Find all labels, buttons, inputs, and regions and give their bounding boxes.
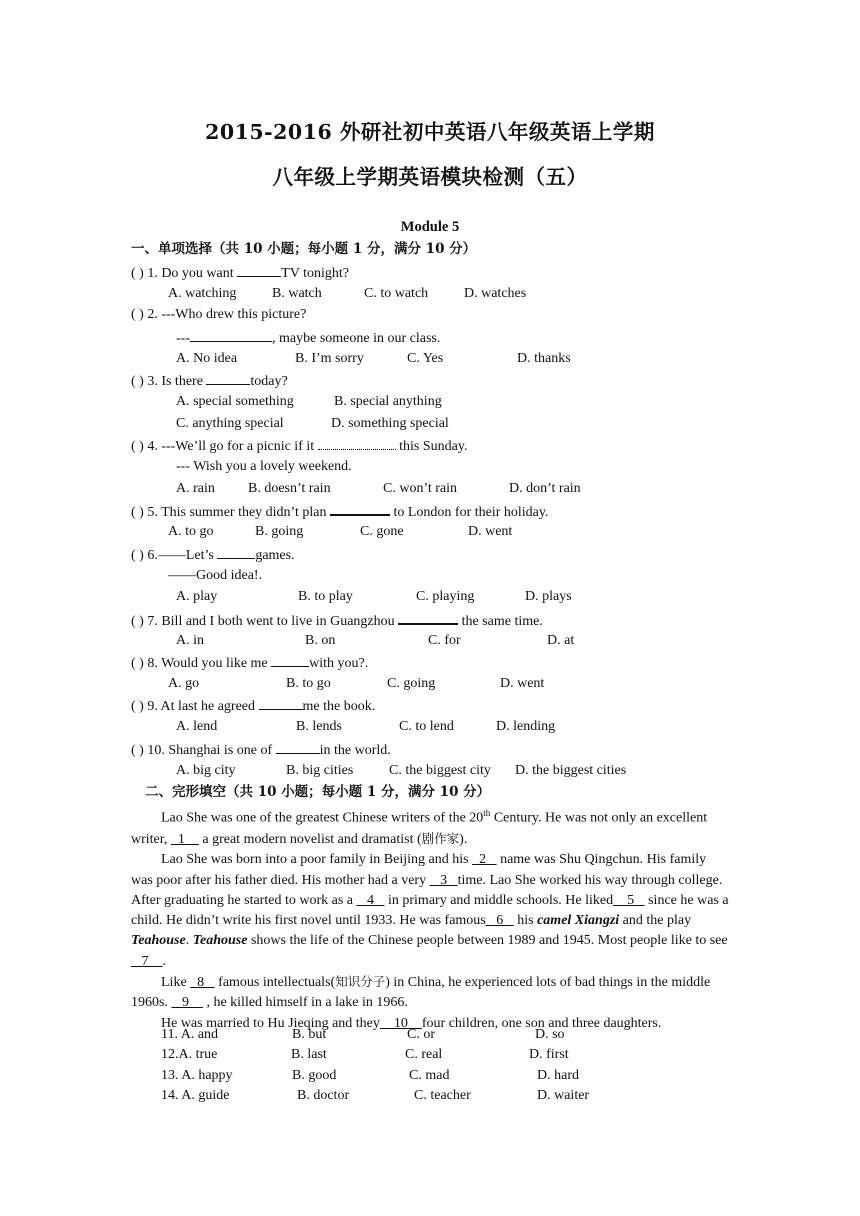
exam-page: 2015-2016 外研社初中英语八年级英语上学期 八年级上学期英语模块检测（五） Module 5 一、单项选择（共 10 小题；每小题 1 分，满分 10 分） ( ) 1. Do you want TV tonight? A. watching B. watch C. to watch D. watches ( ) 2. ---Who drew this picture? --- , maybe someone in our class. A. No idea B. I’m sorry C. Yes D. thanks ( ) 3. Is there today? A. special something B. special anything C. anything special D. something special ( ) 4. ---We’ll go for a picnic if it this Sunday. --- Wish you a lovely weekend. A. rain B. doesn’t rain C. won’t rain D. don’t rain ( ) 5. This summer they didn’t plan to London for their holiday. A. to go B. going C. gone D. went ( ) 6.——Let’s games. ——Good idea!. A. play B. to play C. playing D. plays ( ) 7. Bill and I both went to live in Guangzhou the same time. A. in B. on C. for D. at ( ) 8. Would you like me with you?. A. go B. to go C. going D. went ( ) 9. At last he agreed me the book. A. lend B. lends C. to lend D. lending ( ) 10. Shanghai is one of in the world. A. big city B. big cities C. the biggest city D. the biggest cities 二、完形填空（共 10 小题；每小题 1 分，满分 10 分） Lao She was one of the greatest Chinese writers of the 20th Century. He was not only an excellent writer, 1 a great modern novelist and dramatist (剧作家). Lao She was born into a poor family in Beijing and his 2 name was Shu Qingchun. His family was poor after his father died. His mother had a very 3 time. Lao She worked his way through college. After graduating he started to work as a 4 in primary and middle schools. He liked 5 since he was a child. He didn’t write his first novel until 1933. He was famous 6 his camel Xiangzi and the play Teahouse. Teahouse shows the life of the Chinese people between 1989 and 1945. Most people like to see 7 . Like 8 famous intellectuals(知识分子) in China, he experienced lots of bad things in the middle 1960s. 9 , he killed himself in a lake in 1966. He was married to Hu Jieqing and they 10 four children, one son and three daughters. 11. A. and B. but C. or D. so 12.A. true B. last C. real D. first 13. A. happy B. good C. mad D. hard 14. A. guide B. doctor C. teacher D. waiter	[0, 0, 860, 1216]
cloze-paragraph-4: He was married to Hu Jieqing and they 10 four children, one son and three daughters.	[161, 1015, 662, 1031]
question-1: ( ) 1. Do you want TV tonight?	[131, 263, 349, 283]
question-2: ( ) 2. ---Who drew this picture?	[131, 307, 307, 322]
cloze-paragraph-1: Lao She was one of the greatest Chinese writers of the 20th Century. He was not only an excellent writer, 1 a great modern novelist and dramatist (剧作家).	[131, 808, 708, 847]
cloze-paragraph-2: Lao She was born into a poor family in Beijing and his 2 name was Shu Qingchun. His family was poor after his father died. His mother had a very 3 time. Lao She worked his way through college. After graduating he started to work as a 4 in primary and middle schools. He liked 5 since he was a child. He didn’t write his first novel until 1933. He was famous 6 his camel Xiangzi and the play Teahouse. Teahouse shows the life of the Chinese people between 1989 and 1945. Most people like to see 7 .	[131, 852, 729, 969]
question-6-line2: ——Good idea!.	[168, 568, 263, 583]
question-6: ( ) 6.——Let’s games.	[131, 545, 295, 565]
question-7: ( ) 7. Bill and I both went to live in Guangzhou the same time.	[131, 610, 543, 631]
cloze-passage	[131, 803, 731, 1034]
title-line-1: 2015-2016 外研社初中英语八年级英语上学期	[205, 120, 655, 144]
question-4-line2: --- Wish you a lovely weekend.	[176, 459, 352, 474]
cloze-paragraph-3: Like 8 famous intellectuals(知识分子) in China, he experienced lots of bad things in the middle 1960s. 9 , he killed himself in a lake in 1966.	[131, 974, 711, 1011]
section2-heading: 二、完形填空（共 10 小题；每小题 1 分，满分 10 分）	[145, 784, 491, 800]
question-4: ( ) 4. ---We’ll go for a picnic if it this Sunday.	[131, 436, 467, 456]
title-line-2: 八年级上学期英语模块检测（五）	[272, 165, 588, 189]
question-5: ( ) 5. This summer they didn’t plan to London for their holiday.	[131, 501, 548, 522]
section1-heading: 一、单项选择（共 10 小题；每小题 1 分，满分 10 分）	[131, 241, 477, 257]
question-2-line2: --- , maybe someone in our class.	[176, 328, 440, 348]
question-3: ( ) 3. Is there today?	[131, 371, 288, 391]
question-8: ( ) 8. Would you like me with you?.	[131, 653, 368, 673]
question-9: ( ) 9. At last he agreed me the book.	[131, 696, 375, 716]
module-heading: Module 5	[400, 219, 460, 235]
question-10: ( ) 10. Shanghai is one of in the world.	[131, 740, 391, 760]
